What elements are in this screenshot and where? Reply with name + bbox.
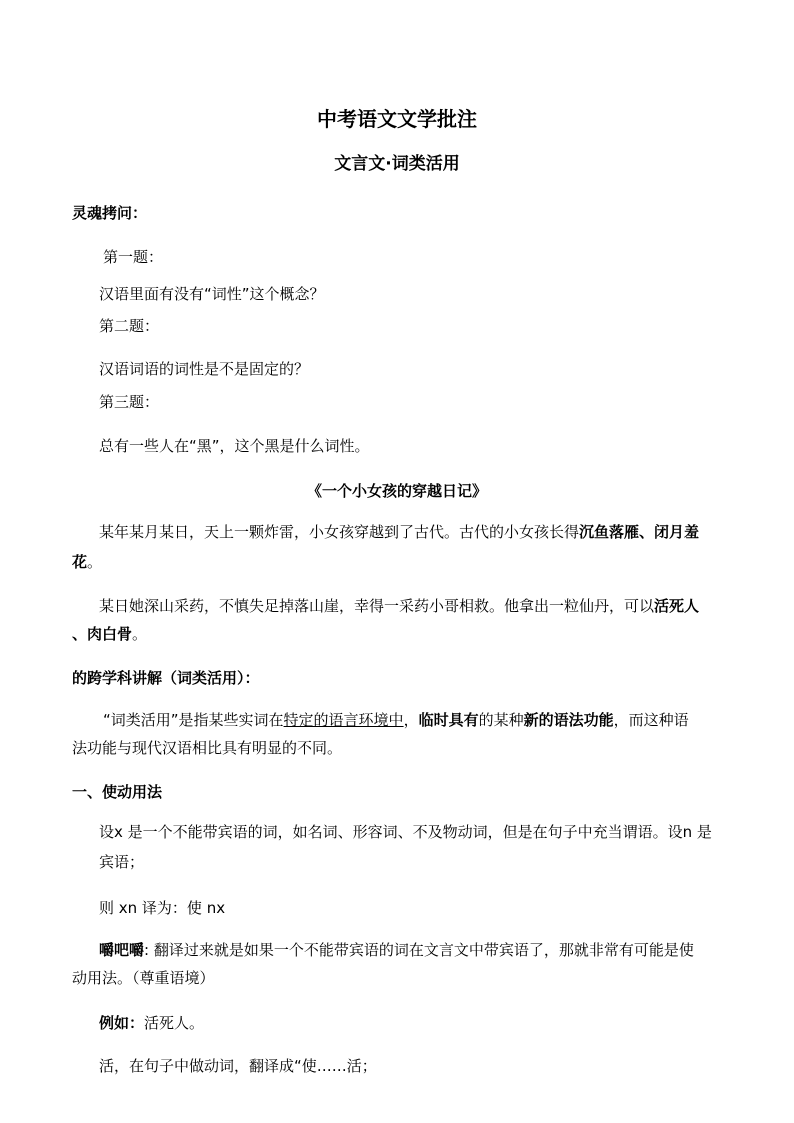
explanation-line: 活，在句子中做动词，翻译成“使……活； [99,1057,377,1075]
chew-label: 嚼吧嚼 [99,941,145,959]
question-2-label: 第二题： [99,317,160,335]
definition-bold-2: 新的语法功能 [523,711,614,729]
story-p2-period: 。 [132,625,148,643]
story-p2-text: 某日她深山采药，不慎失足掉落山崖，幸得一采药小哥相救。他拿出一粒仙丹，可以 [99,597,655,615]
story-p1-text: 某年某月某日，天上一颗炸雷，小女孩穿越到了古代。古代的小女孩长得 [99,523,580,541]
definition-text-e: 的某种 [478,711,524,729]
story-paragraph-2-line-2 [72,624,147,644]
story-paragraph-2-line-1 [99,596,699,616]
section-1-translation: 则 xn 译为：使 nx [99,899,226,917]
story-p1-bold: 沉鱼落雁、闭月羞 [579,523,700,541]
section-1-heading: 一、使动用法 [72,783,163,801]
definition-line-1 [103,710,689,730]
cross-subject-heading: 的跨学科讲解（词类活用）： [72,669,260,687]
example-label: 例如： [99,1014,145,1032]
section-1-def-line-1: 设x 是一个不能带宾语的词，如名词、形容词、不及物动词，但是在句子中充当谓语。设n 是 [99,823,712,841]
story-p2-bold: 活死人 [654,597,700,615]
definition-text-g: ，而这种语 [613,711,689,729]
definition-text-a: “词类活用”是指某些实词在 [103,711,284,729]
question-3-label: 第三题： [99,393,160,411]
section-1-def-line-2: 宾语； [99,853,145,871]
story-paragraph-1-line-2 [72,552,102,572]
chew-line-1 [99,940,694,960]
story-p1-bold-end: 花 [72,553,88,571]
soul-heading: 灵魂拷问： [72,204,148,222]
story-p1-period: 。 [87,553,103,571]
example-line [99,1013,204,1033]
question-1-label: 第一题： [103,248,164,266]
page-subtitle: 文言文·词类活用 [334,154,460,174]
question-1-text: 汉语里面有没有“词性”这个概念？ [99,285,325,303]
definition-text-c: ， [403,711,419,729]
question-3-text: 总有一些人在“黑”，这个黑是什么词性。 [99,437,370,455]
story-p2-bold-end: 、肉白骨 [72,625,133,643]
example-text: 活死人。 [144,1014,205,1032]
chew-line-2: 动用法。（尊重语境） [72,969,215,987]
definition-underlined: 特定的语言环境中 [283,711,404,729]
story-paragraph-1-line-1 [99,522,699,542]
chew-text: : 翻译过来就是如果一个不能带宾语的词在文言文中带宾语了，那就非常有可能是使 [144,941,694,959]
question-2-text: 汉语词语的词性是不是固定的？ [99,360,310,378]
page-title: 中考语文文学批注 [317,107,477,131]
definition-bold-1: 临时具有 [418,711,479,729]
story-title: 《一个小女孩的穿越日记》 [306,482,487,500]
definition-line-2: 法功能与现代汉语相比具有明显的不同。 [72,739,343,757]
